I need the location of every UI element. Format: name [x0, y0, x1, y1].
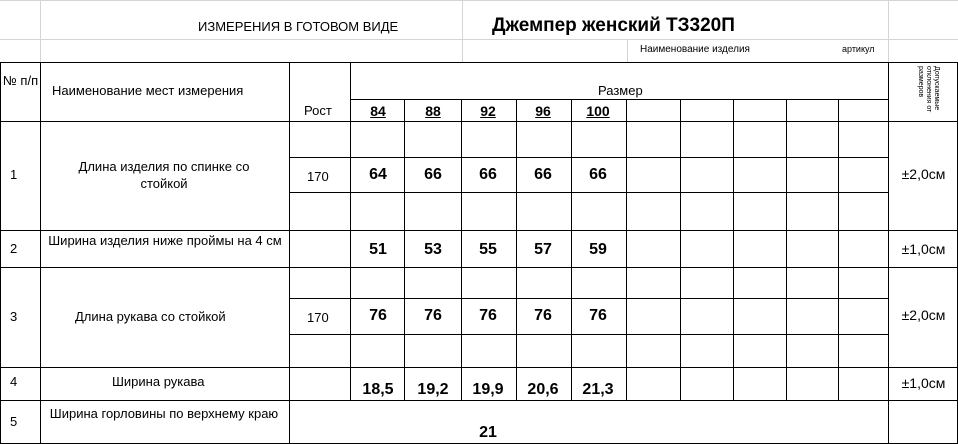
- row-height: 170: [307, 169, 329, 184]
- measure-value: 76: [589, 307, 607, 324]
- border-size-col-8: [786, 99, 787, 400]
- border-size-col-9: [838, 99, 839, 400]
- border-row1-bottom: [0, 230, 958, 231]
- measure-value: 20,6: [527, 381, 559, 398]
- header-no: № п/п: [2, 73, 39, 88]
- row-name: Ширина изделия ниже проймы на 4 см: [48, 233, 282, 248]
- measure-value: 76: [534, 307, 552, 324]
- measure-value: 19,2: [417, 381, 449, 398]
- row-tolerance: ±1,0см: [901, 375, 946, 391]
- measure-value: 76: [369, 307, 387, 324]
- row-name: Длина рукава со стойкой: [75, 309, 226, 324]
- row-number: 3: [10, 309, 18, 324]
- size-label: 96: [535, 103, 551, 119]
- border-table-top: [0, 62, 958, 63]
- grid-col-c: [627, 39, 628, 62]
- product-title: Джемпер женский ТЗ320П: [492, 15, 735, 36]
- size-label: 88: [425, 103, 441, 119]
- measure-value: 66: [589, 166, 607, 183]
- row-tolerance: ±2,0см: [901, 166, 946, 182]
- row-name: Ширина горловины по верхнему краю: [49, 406, 279, 421]
- border-size-header: [350, 99, 888, 100]
- measure-value: 51: [369, 241, 387, 258]
- header-height: Рост: [304, 103, 332, 118]
- measure-value: 76: [479, 307, 497, 324]
- measure-value: 66: [534, 166, 552, 183]
- grid-col-a: [40, 0, 41, 62]
- border-r1-sub2: [289, 192, 888, 193]
- measure-value: 76: [424, 307, 442, 324]
- border-size-col-7: [733, 99, 734, 400]
- measure-value: 57: [534, 241, 552, 258]
- row-number: 4: [10, 374, 18, 389]
- measure-value: 66: [479, 166, 497, 183]
- measure-value: 19,9: [472, 381, 504, 398]
- border-row2-bottom: [0, 267, 958, 268]
- row-number: 5: [10, 414, 18, 429]
- row-name: Длина изделия по спинке со стойкой: [78, 159, 250, 191]
- article-label: артикул: [842, 44, 875, 54]
- measure-value: 21,3: [582, 381, 614, 398]
- header-size: Размер: [598, 83, 643, 98]
- border-no-col: [40, 62, 41, 444]
- header-place: Наименование мест измерения: [52, 83, 244, 98]
- border-r3-sub2: [289, 334, 888, 335]
- measure-value: 66: [424, 166, 442, 183]
- row-number: 2: [10, 241, 18, 256]
- header-tolerance: Допускаемые отклонения от размеров: [917, 66, 940, 113]
- measure-value: 21: [479, 424, 497, 441]
- measure-value: 53: [424, 241, 442, 258]
- border-size-col-5: [626, 99, 627, 400]
- measure-value: 59: [589, 241, 607, 258]
- size-label: 92: [480, 103, 496, 119]
- grid-col-d: [888, 0, 889, 62]
- grid-col-b: [462, 0, 463, 62]
- row-tolerance: ±1,0см: [901, 241, 946, 257]
- row-number: 1: [10, 167, 18, 182]
- border-size-col-6: [680, 99, 681, 400]
- row-tolerance: ±2,0см: [901, 307, 946, 323]
- border-row4-bottom: [0, 400, 958, 401]
- border-r1-sub1: [289, 157, 888, 158]
- border-name-col: [289, 62, 290, 444]
- row-name: Ширина рукава: [112, 374, 205, 389]
- border-left: [0, 62, 1, 444]
- measure-value: 55: [479, 241, 497, 258]
- sheet-left-title: ИЗМЕРЕНИЯ В ГОТОВОМ ВИДЕ: [198, 19, 399, 34]
- border-r3-sub1: [289, 298, 888, 299]
- product-name-label: Наименование изделия: [640, 44, 750, 55]
- grid-row-title: [0, 39, 958, 40]
- row-height: 170: [307, 310, 329, 325]
- border-header-bottom: [0, 121, 958, 122]
- size-label: 100: [586, 103, 610, 119]
- size-label: 84: [370, 103, 386, 119]
- grid-top: [0, 0, 958, 1]
- measure-value: 64: [369, 166, 387, 183]
- measure-value: 18,5: [362, 381, 394, 398]
- border-row3-bottom: [0, 367, 958, 368]
